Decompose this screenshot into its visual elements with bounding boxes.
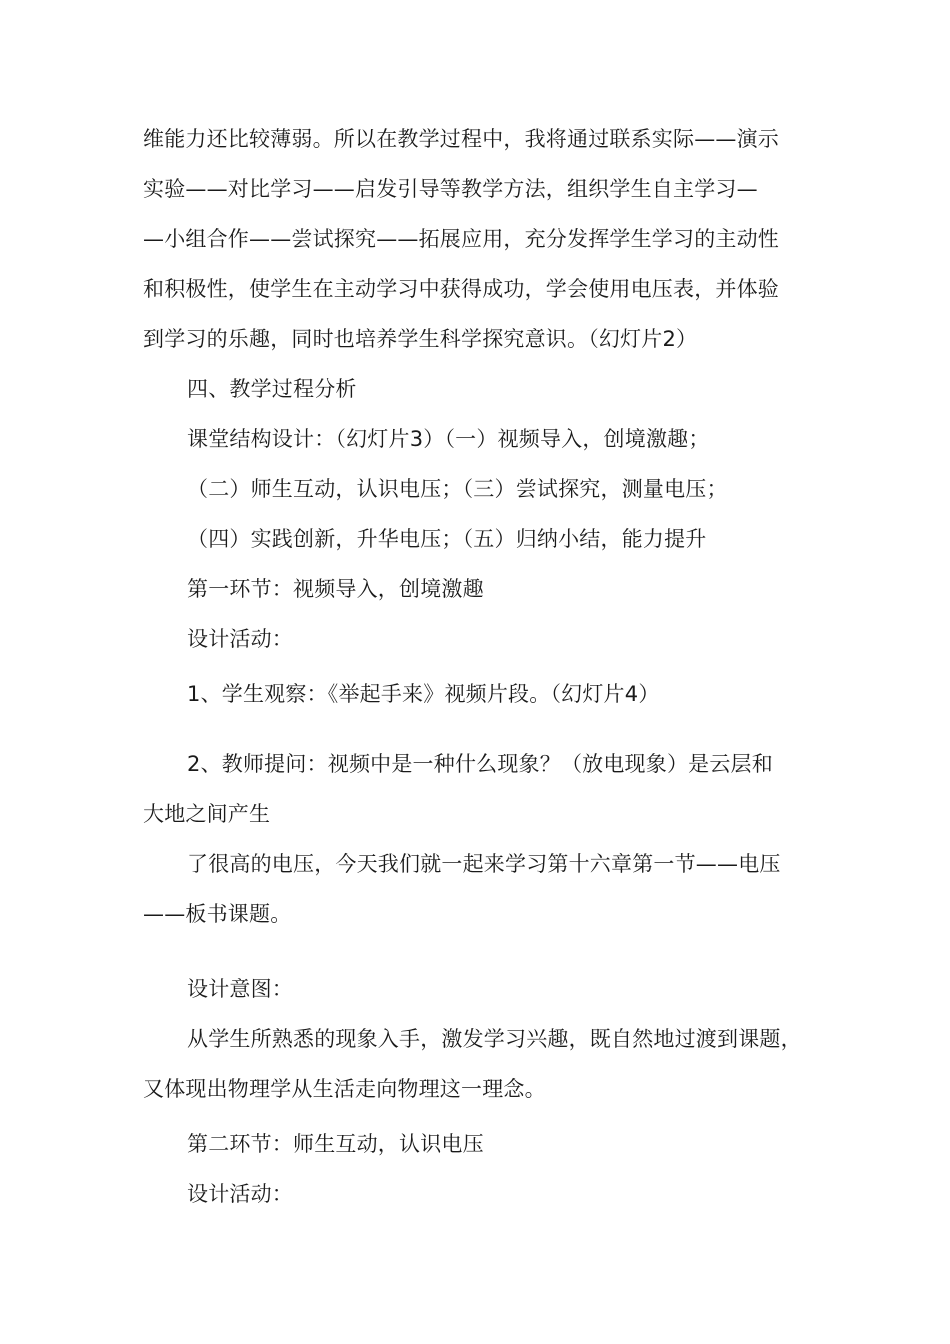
paragraph-line: 维能力还比较薄弱。所以在教学过程中，我将通过联系实际——演示 bbox=[143, 127, 779, 151]
subsection-heading: 第二环节：师生互动，认识电压 bbox=[187, 1132, 484, 1156]
label-line: 设计意图： bbox=[187, 977, 293, 1001]
paragraph-line: 从学生所熟悉的现象入手，激发学习兴趣，既自然地过渡到课题， bbox=[187, 1027, 802, 1051]
paragraph-line: 了很高的电压，今天我们就一起来学习第十六章第一节——电压 bbox=[187, 852, 781, 876]
paragraph-line: 1、学生观察：《举起手来》视频片段。（幻灯片4） bbox=[187, 682, 660, 706]
label-line: 设计活动： bbox=[187, 1182, 293, 1206]
label-line: 设计活动： bbox=[187, 627, 293, 651]
paragraph-line: 和积极性，使学生在主动学习中获得成功，学会使用电压表，并体验 bbox=[143, 277, 779, 301]
section-heading: 四、教学过程分析 bbox=[187, 377, 357, 401]
paragraph-line: 2、教师提问：视频中是一种什么现象？（放电现象）是云层和 bbox=[187, 752, 773, 776]
paragraph-line: —小组合作——尝试探究——拓展应用，充分发挥学生学习的主动性 bbox=[143, 227, 779, 251]
paragraph-line: 课堂结构设计：（幻灯片3）（一）视频导入，创境激趣； bbox=[187, 427, 710, 451]
paragraph-line: 实验——对比学习——启发引导等教学方法，组织学生自主学习— bbox=[143, 177, 758, 201]
paragraph-line: 又体现出物理学从生活走向物理这一理念。 bbox=[143, 1077, 546, 1101]
paragraph-line: （四）实践创新，升华电压；（五）归纳小结，能力提升 bbox=[187, 527, 707, 551]
paragraph-line: 到学习的乐趣，同时也培养学生科学探究意识。（幻灯片2） bbox=[143, 327, 698, 351]
paragraph-line: ——板书课题。 bbox=[143, 902, 292, 926]
subsection-heading: 第一环节：视频导入，创境激趣 bbox=[187, 577, 484, 601]
paragraph-line: 大地之间产生 bbox=[143, 802, 271, 826]
paragraph-line: （二）师生互动，认识电压；（三）尝试探究，测量电压； bbox=[187, 477, 728, 501]
